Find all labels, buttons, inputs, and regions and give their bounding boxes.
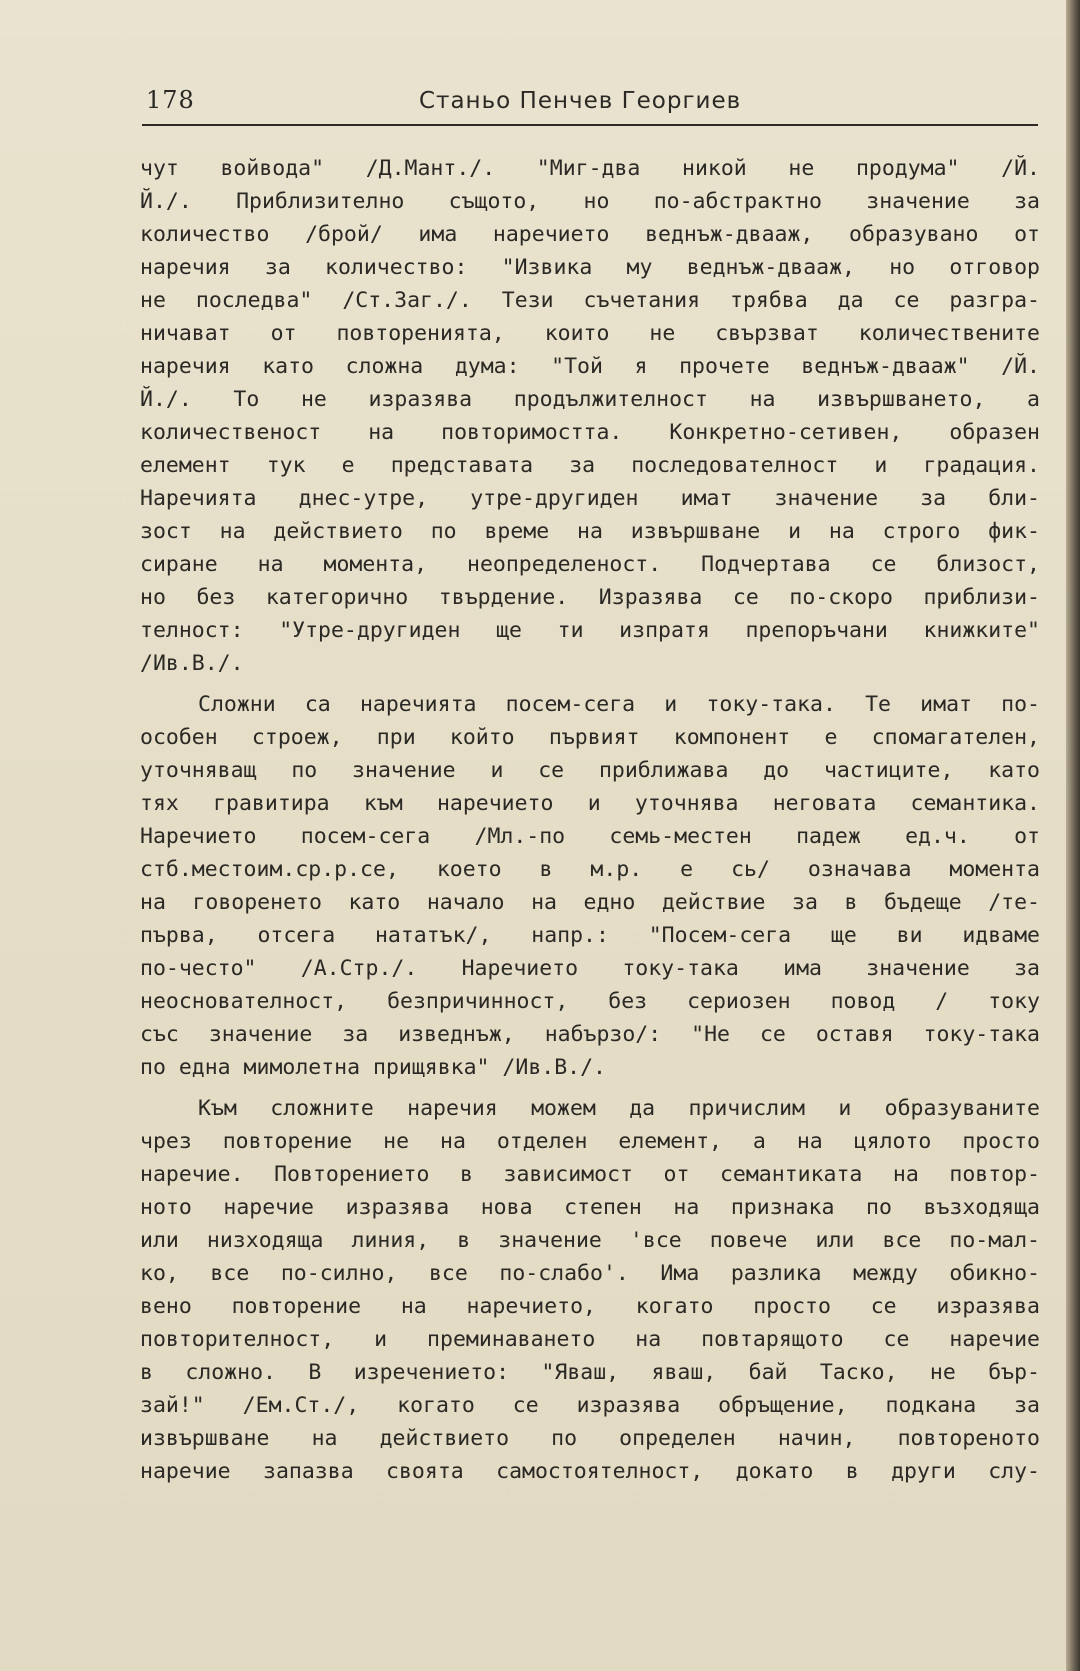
text-line: количество /брой/ има наречието веднъж-двааж, образувано от: [140, 222, 1040, 247]
page-number: 178: [146, 86, 195, 114]
paragraph-1: [140, 152, 1040, 680]
text-line: сиране на момента, неопределеност. Подчертава се близост,: [140, 552, 1040, 577]
text-line: ничават от повторенията, които не свързват количествените: [140, 321, 1040, 346]
text-line: на говоренето като начало на едно действие за в бъдеще /те-: [140, 890, 1040, 915]
text-line: не последва" /Ст.Заг./. Тези съчетания трябва да се разгра-: [140, 288, 1040, 313]
text-line: наречие запазва своята самостоятелност, докато в други слу-: [140, 1459, 1040, 1484]
text-line: вено повторение на наречието, когато просто се изразява: [140, 1294, 1040, 1319]
text-line: наречия за количество: "Извика му веднъж-двааж, но отговор: [140, 255, 1040, 280]
text-line: със значение за изведнъж, набързо/: "Не се оставя току-така: [140, 1022, 1040, 1047]
text-line: наречия като сложна дума: "Той я прочете веднъж-двааж" /Й.: [140, 354, 1040, 379]
text-line: ко, все по-силно, все по-слабо'. Има разлика между обикно-: [140, 1261, 1040, 1286]
text-line: в сложно. В изречението: "Яваш, яваш, бай Таско, не бър-: [140, 1360, 1040, 1385]
text-line: наречие. Повторението в зависимост от семантиката на повтор-: [140, 1162, 1040, 1187]
text-line: по-често" /А.Стр./. Наречието току-така има значение за: [140, 956, 1040, 981]
text-line: /Ив.В./.: [140, 651, 244, 676]
text-line: телност: "Утре-другиден ще ти изпратя препоръчани книжките": [140, 618, 1040, 643]
text-line: зай!" /Ем.Ст./, когато се изразява обръщение, подкана за: [140, 1393, 1040, 1418]
body-text: [140, 152, 1040, 1488]
text-line: Към сложните наречия можем да причислим и образуваните: [198, 1096, 1040, 1121]
text-line: елемент тук е представата за последователност и градация.: [140, 453, 1040, 478]
text-line: чут войвода" /Д.Мант./. "Миг-два никой не продума" /Й.: [140, 156, 1040, 181]
text-line: стб.местоим.ср.р.се, което в м.р. е сь/ означава момента: [140, 857, 1040, 882]
text-line: неоснователност, безпричинност, без сериозен повод / току: [140, 989, 1040, 1014]
paragraph-2: [140, 688, 1040, 1084]
running-head: Станьо Пенчев Георгиев: [419, 88, 742, 114]
text-line: Й./. Приблизително същото, но по-абстрактно значение за: [140, 189, 1040, 214]
text-line: първа, отсега нататък/, напр.: "Посем-сега ще ви идваме: [140, 923, 1040, 948]
text-line: Й./. То не изразява продължителност на извършването, а: [140, 387, 1040, 412]
text-line: Наречието посем-сега /Мл.-по семь-местен падеж ед.ч. от: [140, 824, 1040, 849]
text-line: Сложни са наречията посем-сега и току-така. Те имат по-: [198, 692, 1040, 717]
text-line: повторителност, и преминаването на повтарящото се наречие: [140, 1327, 1040, 1352]
text-line: или низходяща линия, в значение 'все повече или все по-мал-: [140, 1228, 1040, 1253]
text-line: зост на действието по време на извършване и на строго фик-: [140, 519, 1040, 544]
page-header: [142, 86, 1038, 126]
text-line: уточняващ по значение и се приближава до частиците, като: [140, 758, 1040, 783]
paragraph-3: [140, 1092, 1040, 1488]
text-line: количественост на повторимостта. Конкретно-сетивен, образен: [140, 420, 1040, 445]
text-line: ното наречие изразява нова степен на признака по възходяща: [140, 1195, 1040, 1220]
text-line: тях гравитира към наречието и уточнява неговата семантика.: [140, 791, 1040, 816]
text-line: особен строеж, при който първият компонент е спомагателен,: [140, 725, 1040, 750]
text-line: но без категорично твърдение. Изразява се по-скоро приблизи-: [140, 585, 1040, 610]
text-line: Наречията днес-утре, утре-другиден имат значение за бли-: [140, 486, 1040, 511]
text-line: извършване на действието по определен начин, повтореното: [140, 1426, 1040, 1451]
page-edge-shadow: [1066, 0, 1080, 1671]
text-line: чрез повторение не на отделен елемент, а на цялото просто: [140, 1129, 1040, 1154]
text-line: по една мимолетна прищявка" /Ив.В./.: [140, 1055, 606, 1080]
